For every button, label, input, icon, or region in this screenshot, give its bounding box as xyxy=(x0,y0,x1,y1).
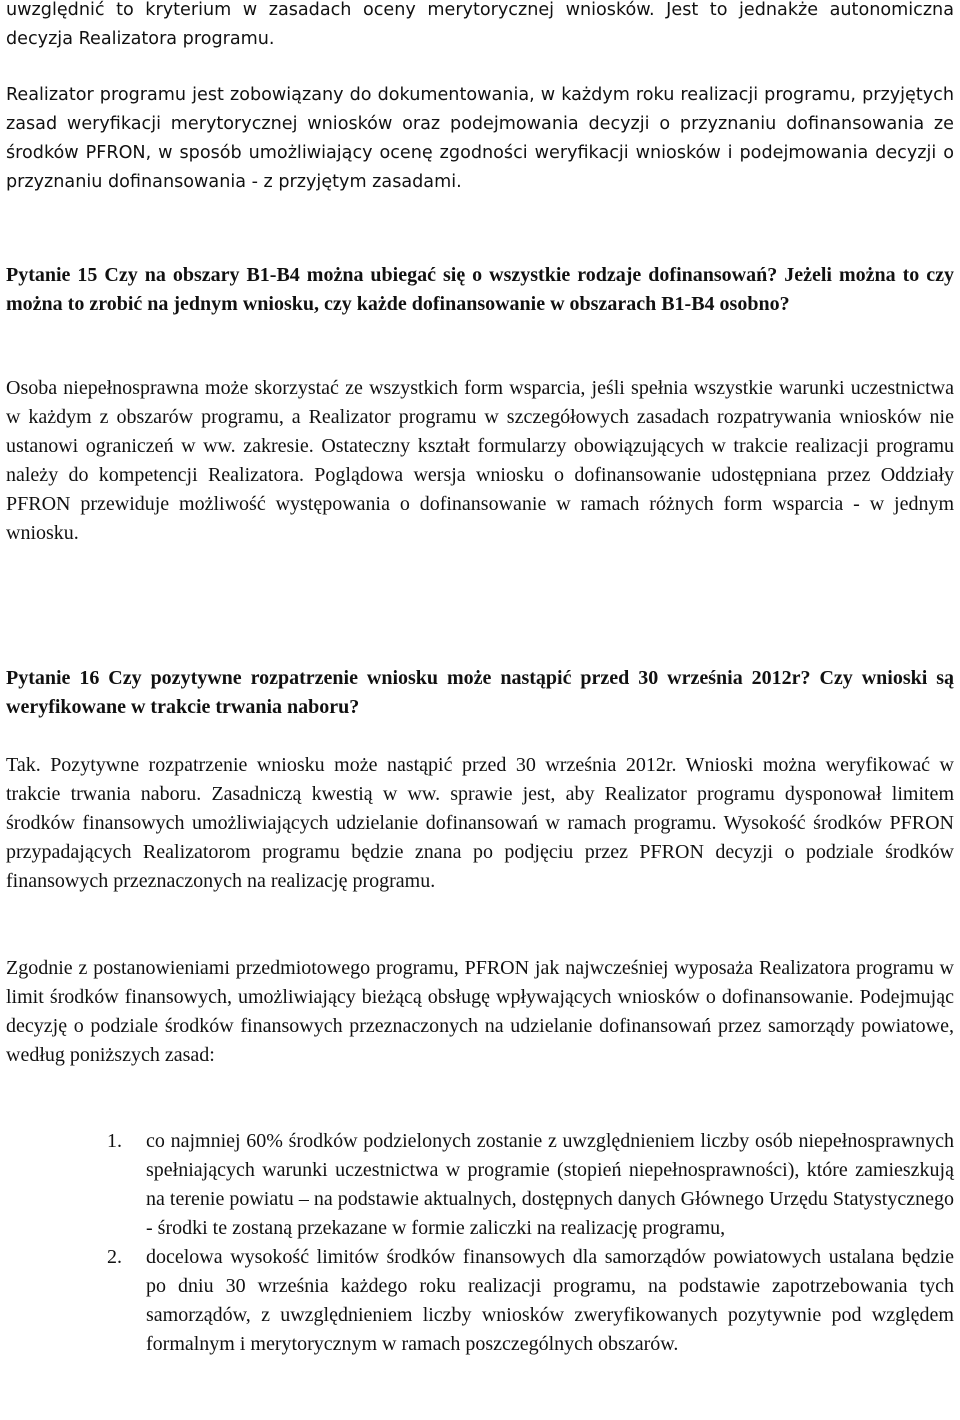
document-page xyxy=(6,0,954,1420)
answer-16: Tak. Pozytywne rozpatrzenie wniosku może nastąpić przed 30 września 2012r. Wnioski można weryfikować w trakcie trwania naboru. Zasadniczą kwestią w ww. sprawie jest, aby Realizator programu dysponował limitem środków finansowych umożliwiających udzielanie dofinansowań w ramach programu. Wysokość środków PFRON przypadających Realizatorom programu będzie znana po podjęciu przez PFRON decyzji o podziale środków finansowych przeznaczonych na realizację programu. xyxy=(6,754,954,892)
list-item-text: co najmniej 60% środków podzielonych zostanie z uwzględnieniem liczby osób niepełnosprawnych spełniających warunki uczestnictwa w programie (stopień niepełnosprawności), które zamieszkują na terenie powiatu – na podstawie aktualnych, dostępnych danych Głównego Urzędu Statystycznego - środki te zostaną przekazane w formie zaliczki na realizację programu, xyxy=(146,1130,954,1239)
list-item-number: 2. xyxy=(107,1246,122,1268)
list-item xyxy=(6,1127,954,1243)
list-item-text: docelowa wysokość limitów środków finansowych dla samorządów powiatowych ustalana będzie po dniu 30 września każdego roku realizacji programu, na podstawie zapotrzebowania tych samorządów, z uwzględnieniem liczby wniosków zweryfikowanych pozytywnie pod względem formalnym i merytorycznym w ramach poszczególnych obszarów. xyxy=(146,1246,954,1355)
paragraph-continuation: uwzględnić to kryterium w zasadach oceny merytorycznej wniosków. Jest to jednakże autonomiczna decyzja Realizatora programu. xyxy=(6,0,954,49)
question-15: Pytanie 15 Czy na obszary B1-B4 można ubiegać się o wszystkie rodzaje dofinansowań? Jeżeli można to czy można to zrobić na jednym wniosku, czy każde dofinansowanie w obszarach B1-B4 osobno? xyxy=(6,264,954,315)
allocation-rules-list xyxy=(6,1127,954,1359)
list-item-number: 1. xyxy=(107,1130,122,1152)
answer-15: Osoba niepełnosprawna może skorzystać ze wszystkich form wsparcia, jeśli spełnia wszystkie warunki uczestnictwa w każdym z obszarów programu, a Realizator programu w szczegółowych zasadach rozpatrywania wniosków nie ustanowi ograniczeń w ww. zakresie. Ostateczny kształt formularzy obowiązujących w trakcie realizacji programu należy do kompetencji Realizatora. Poglądowa wersja wniosku o dofinansowanie udostępniana przez Oddziały PFRON przewiduje możliwość występowania o dofinansowanie w ramach różnych form wsparcia - w jednym wniosku. xyxy=(6,377,954,544)
list-item xyxy=(6,1243,954,1359)
paragraph-allocation-rules: Zgodnie z postanowieniami przedmiotowego programu, PFRON jak najwcześniej wyposaża Realizatora programu w limit środków finansowych, umożliwiający bieżącą obsługę wpływających wniosków o dofinansowanie. Podejmując decyzję o podziale środków finansowych przeznaczonych na udzielanie dofinansowań przez samorządy powiatowe, według poniższych zasad: xyxy=(6,957,954,1066)
question-16: Pytanie 16 Czy pozytywne rozpatrzenie wniosku może nastąpić przed 30 września 2012r? Czy wnioski są weryfikowane w trakcie trwania naboru? xyxy=(6,667,954,718)
paragraph-realizator-obligation: Realizator programu jest zobowiązany do dokumentowania, w każdym roku realizacji programu, przyjętych zasad weryfikacji merytorycznej wniosków oraz podejmowania decyzji o przyznaniu dofinansowania ze środków PFRON, w sposób umożliwiający ocenę zgodności weryfikacji wniosków i podejmowania decyzji o przyznaniu dofinansowania - z przyjętym zasadami. xyxy=(6,85,954,192)
